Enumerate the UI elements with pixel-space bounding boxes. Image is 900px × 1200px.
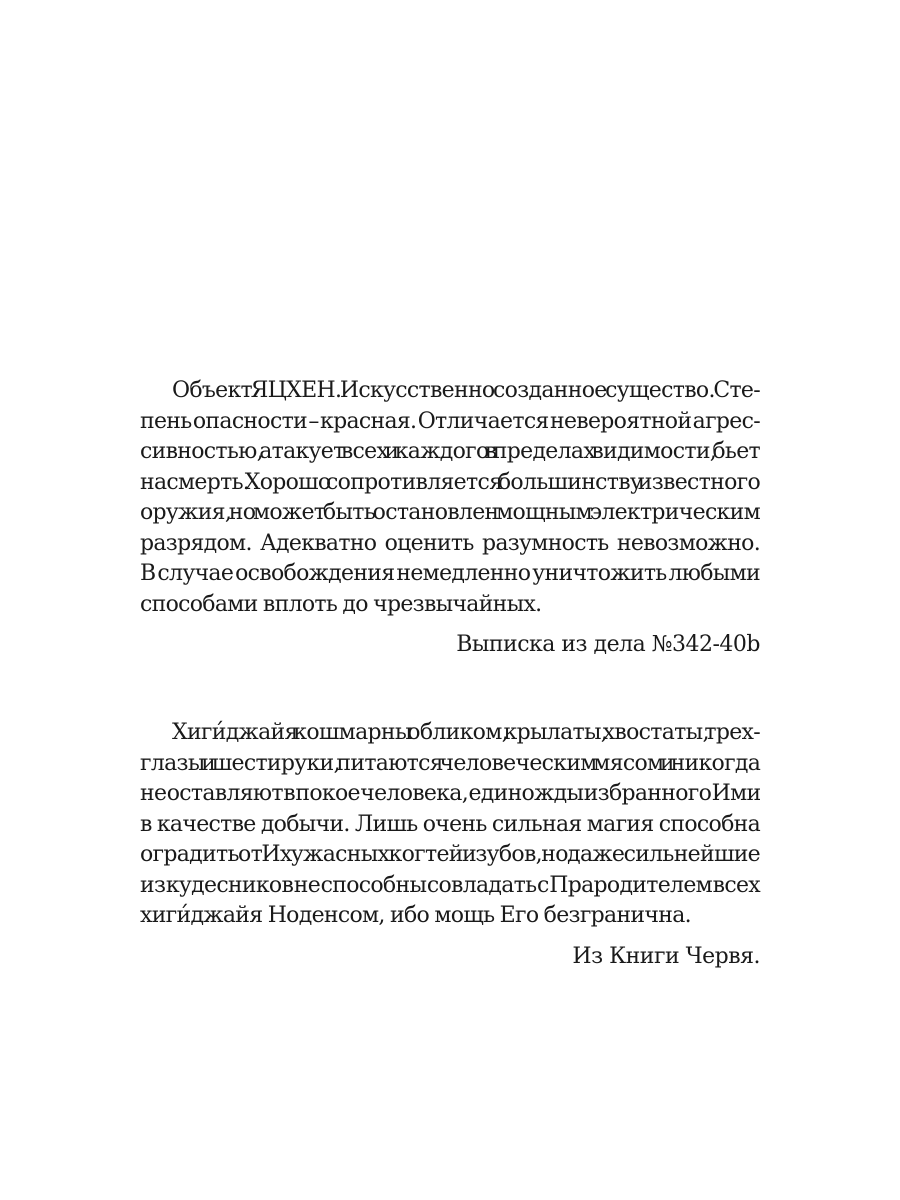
text-line: пень опасности – красная. Отличается невероятной агрес-	[140, 408, 760, 434]
text-line: Объект ЯЦХЕН. Искусственно созданное существо. Сте-	[172, 378, 760, 403]
epigraph-book-excerpt	[140, 718, 760, 972]
text-line: в качестве добычи. Лишь очень сильная магия способна	[140, 811, 760, 837]
text-line: глазы и шестируки, питаются человеческим мясом и никогда	[140, 750, 761, 776]
text-line: сивностью, атакует всех и каждого в пределах видимости, бьет	[140, 439, 760, 464]
text-line: Хиги́джайя кошмарны обликом, крылаты, хвостаты, трех-	[172, 720, 760, 745]
text-line: оружия, но может быть остановлен мощным электрическим	[140, 500, 760, 525]
book-excerpt-paragraph	[140, 718, 760, 932]
text-line: способами вплоть до чрезвычайных.	[140, 591, 542, 617]
book-excerpt-source: Из Книги Червя.	[572, 943, 760, 969]
epigraph-file-excerpt	[140, 376, 760, 660]
text-line: из кудесников не способны совладать с Прародителем всех	[140, 872, 760, 898]
text-line: В случае освобождения немедленно уничтожить любыми	[140, 561, 760, 586]
text-line: хиги́джайя Ноденсом, ибо мощь Его безгранична.	[140, 903, 691, 928]
text-line: насмерть. Хорошо сопротивляется большинству известного	[140, 469, 760, 495]
text-line: оградить от Их ужасных когтей и зубов, но даже сильнейшие	[140, 842, 760, 867]
file-excerpt-source: Выписка из дела №342-40b	[456, 632, 760, 657]
file-excerpt-paragraph	[140, 376, 760, 620]
text-line: не оставляют в покое человека, единожды избранного Ими	[140, 781, 761, 806]
book-page	[140, 0, 760, 1200]
text-line: разрядом. Адекватно оценить разумность невозможно.	[140, 530, 760, 556]
